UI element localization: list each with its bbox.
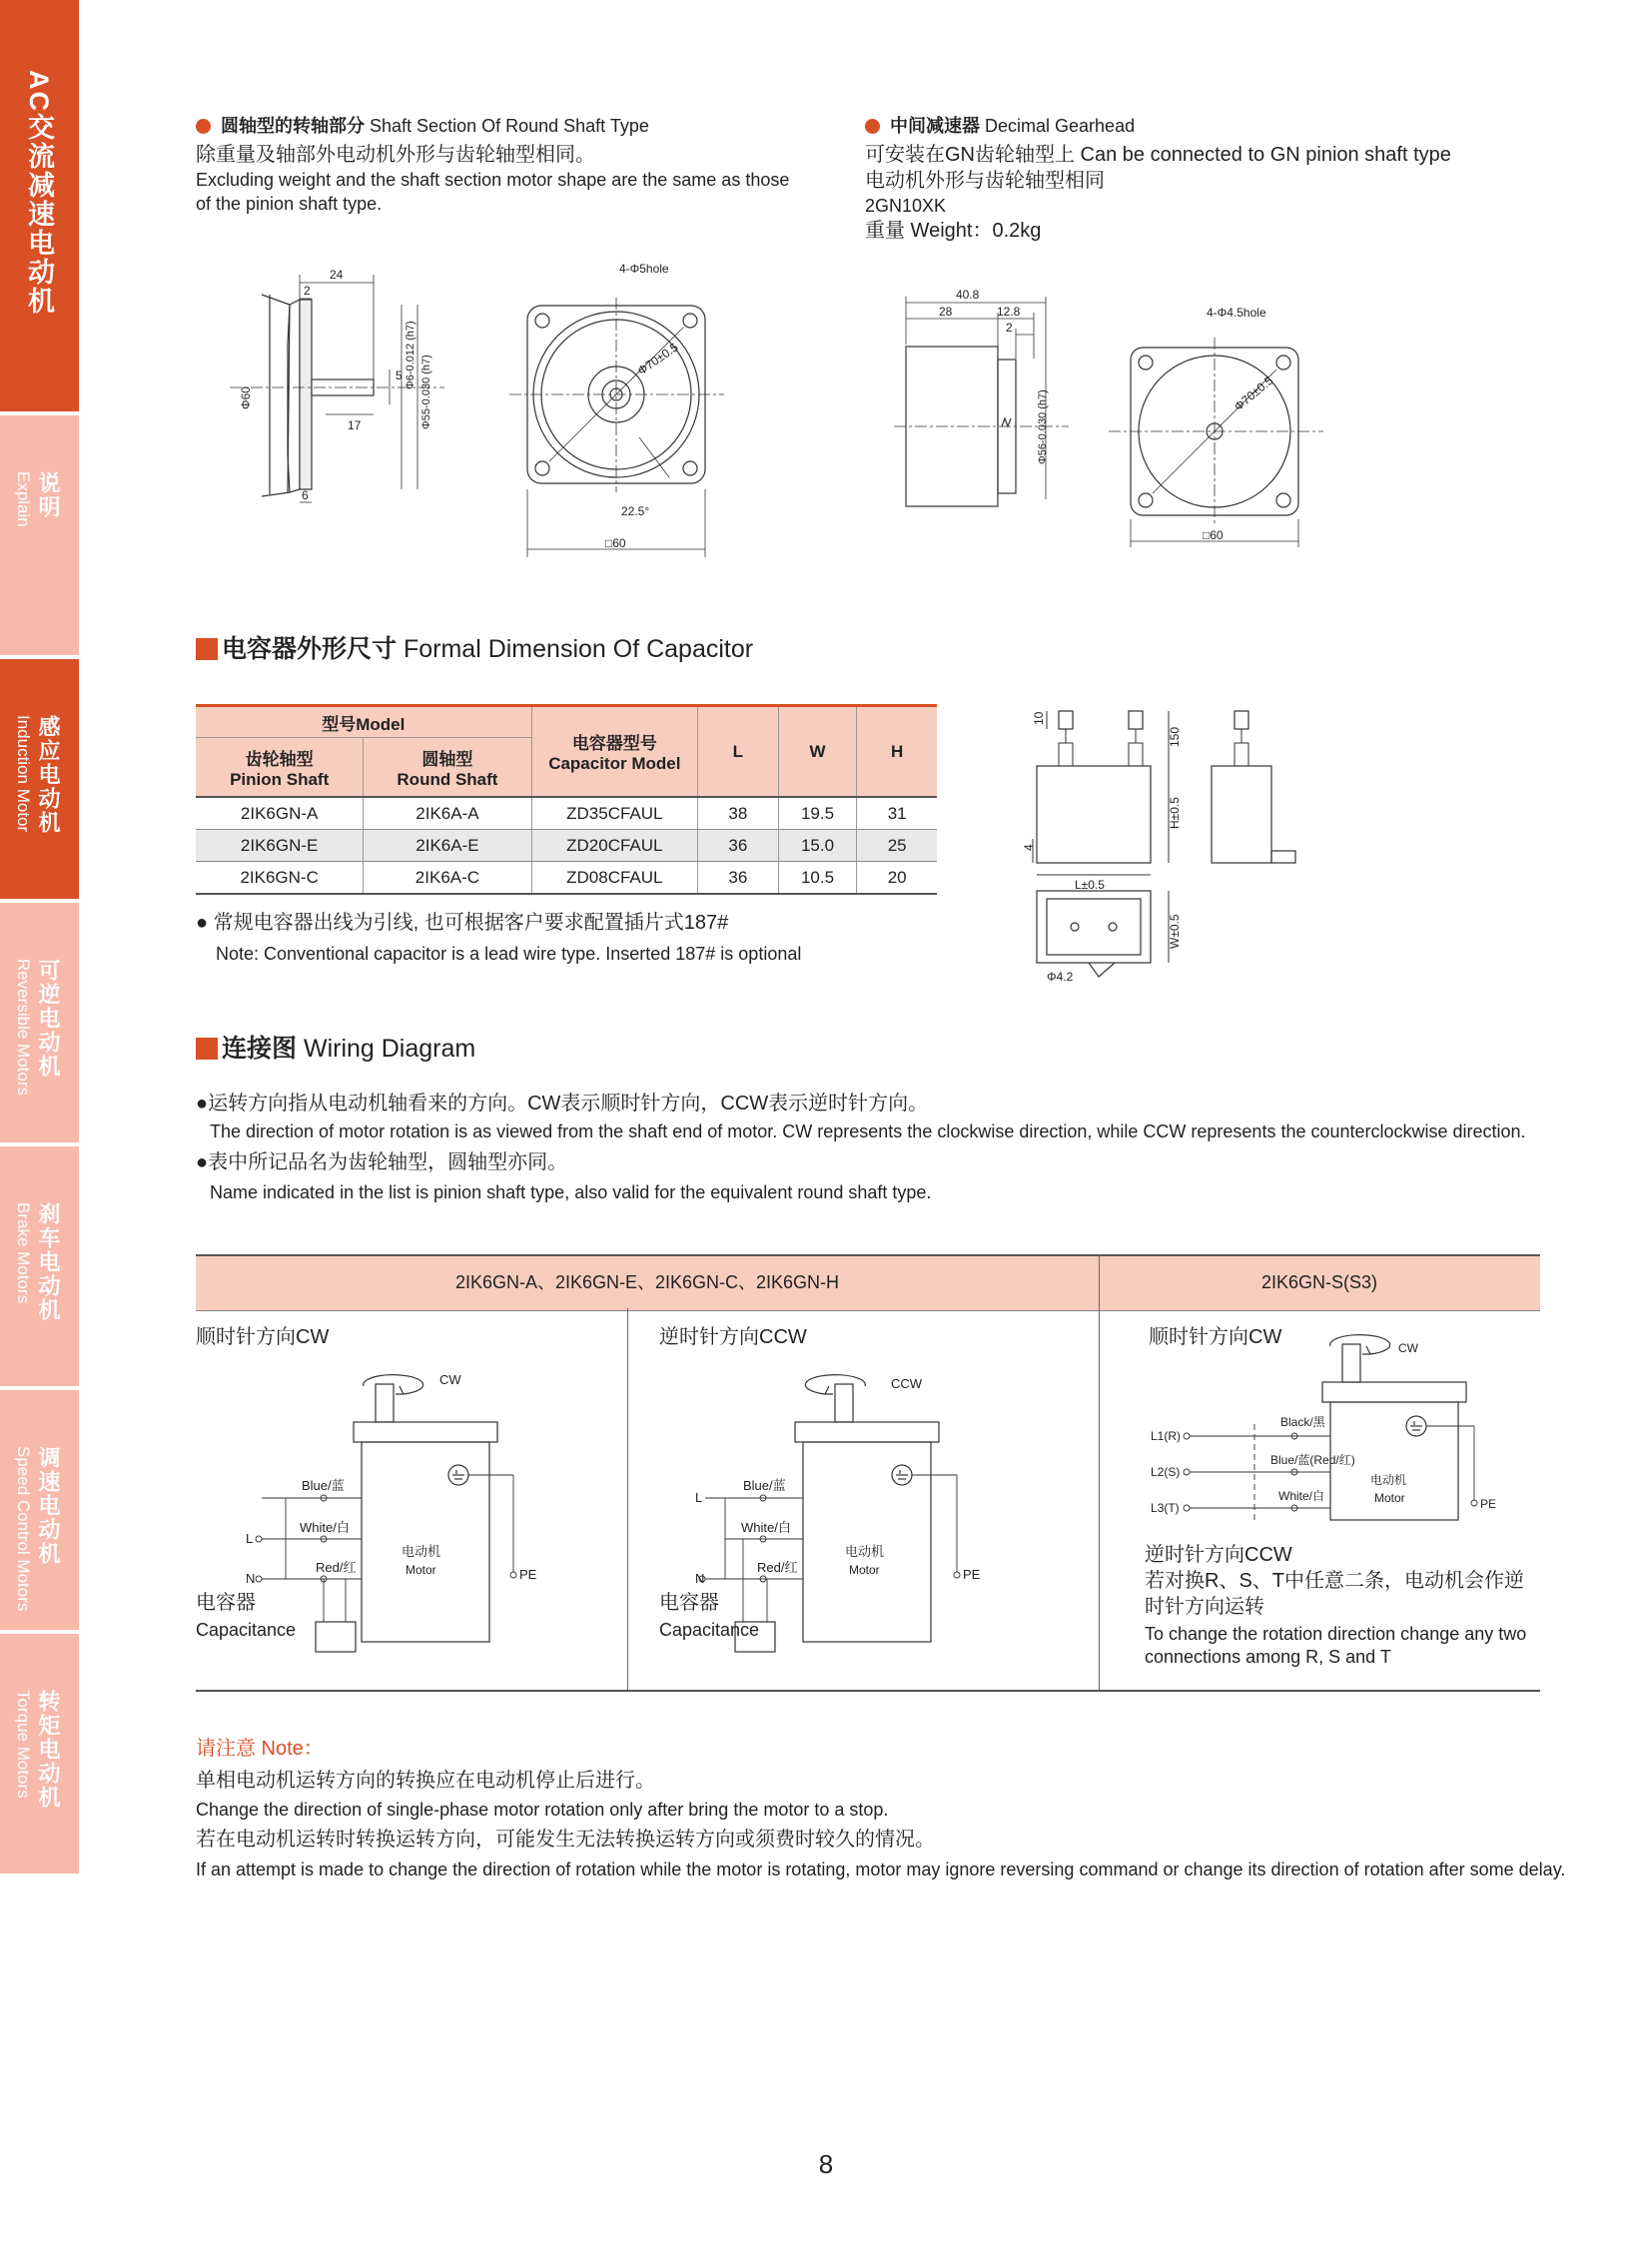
panel2-capacitor-en: Capacitance [659,1620,760,1640]
white-wire-label: White/白 [1278,1489,1325,1503]
col-capacitor-model [531,706,698,798]
white-wire-label: White/白 [300,1520,350,1535]
pe-label: PE [519,1567,537,1582]
table-row [196,797,937,830]
table-row [196,830,937,862]
sidebar-item-zh: 调速电动机 [36,1446,61,1566]
gearhead-line4: 重量 Weight：0.2kg [865,220,1042,242]
motor-en: Motor [1374,1491,1405,1505]
dim-pilot-56: Φ56-0.030 (h7) [1037,389,1049,464]
motor-en: Motor [849,1563,880,1577]
table-cell: 2IK6A-E [364,830,531,862]
wiring-title-zh: 连接图 [222,1035,298,1063]
line-N-label: N [246,1571,256,1586]
dim-2-gear: 2 [1006,321,1013,335]
dim-h: H±0.5 [1168,797,1182,829]
table-cell: 2IK6GN-C [196,862,364,895]
motor-zh: 电动机 [402,1544,441,1559]
wiring-bullet1-en: The direction of motor rotation is as viewed from the shaft end of motor. CW represents the clockwise direction, while CCW represents the counterclockwise direction. [210,1121,1526,1141]
cw-text: CW [1398,1341,1418,1355]
note-line2: Change the direction of single-phase motor rotation only after bring the motor to a stop. [196,1800,889,1820]
wiring-header-right: 2IK6GN-S(S3) [1260,1272,1378,1292]
round-shaft-line2: Excluding weight and the shaft section motor shape are the same as those [196,170,790,190]
panel2-capacitor-zh: 电容器 [659,1592,719,1614]
motor-zh: 电动机 [1370,1473,1407,1487]
table-cell: ZD20CFAUL [531,830,698,862]
wiring-divider [1099,1254,1100,1690]
sidebar [0,0,79,1872]
sidebar-item-zh: 可逆电动机 [36,959,61,1079]
col-pinion-zh: 齿轮轴型 [245,749,314,769]
wiring-bullet2-en: Name indicated in the list is pinion shaft type, also valid for the equivalent round shaft type. [210,1182,932,1202]
dim-sq60: □60 [605,536,626,550]
sidebar-item-zh: 刹车电动机 [36,1202,61,1322]
dim-2: 2 [304,284,311,298]
bullet-dot-icon [865,119,880,134]
pe-label: PE [963,1567,981,1582]
sidebar-item-en: Induction Motor [14,715,33,833]
col-pinion-en: Pinion Shaft [230,769,330,789]
table-cell: 36 [698,862,779,895]
wiring-table [196,1254,1540,1692]
line-L1-label: L1(R) [1151,1429,1182,1443]
table-cell: 2IK6GN-A [196,797,364,830]
capacitor-table [196,704,937,895]
red-wire-label: Red/红 [757,1560,798,1575]
sidebar-item-induction-motor[interactable] [0,659,79,899]
dim-hole: Φ4.2 [1047,970,1074,984]
table-cell: 15.0 [778,830,857,862]
sidebar-item-speed-control-motors[interactable] [0,1390,79,1630]
capacitor-title-en: Formal Dimension Of Capacitor [403,635,754,663]
sidebar-item-explain[interactable] [0,415,79,655]
panel2-ccw-label: 逆时针方向CCW [659,1326,807,1348]
page-number: 8 [818,2149,834,2179]
section-square-icon [196,638,218,660]
gearhead-heading [865,114,1135,138]
line-N-label: N [695,1571,705,1586]
capacitor-note-en: Note: Conventional capacitor is a lead wire type. Inserted 187# is optional [216,944,802,964]
panel3-note-zh2: 时针方向运转 [1145,1596,1264,1618]
note-line3: 若在电动机运转时转换运转方向，可能发生无法转换运转方向或须费时较久的情况。 [196,1829,935,1851]
wiring-section-title [196,1029,475,1065]
line-L2-label: L2(S) [1151,1465,1181,1479]
line-L3-label: L3(T) [1151,1501,1180,1515]
motor-zh: 电动机 [845,1544,885,1559]
gearhead-front-drawing [1109,302,1328,547]
table-cell: ZD08CFAUL [531,862,698,895]
dim-shaft: Φ6-0.012 (h7) [405,321,416,389]
dim-40-8: 40.8 [956,288,980,302]
line-L-label: L [246,1531,254,1546]
col-round-zh: 圆轴型 [421,749,473,769]
table-cell: 36 [698,830,779,862]
capacitor-note-zh: ● 常规电容器出线为引线, 也可根据客户要求配置插片式187# [196,912,729,934]
col-cap-zh: 电容器型号 [571,734,657,753]
dim-holes: 4-Φ5hole [619,262,669,276]
sidebar-item-en: Explain [14,471,33,527]
red-wire-label: Red/红 [316,1560,357,1575]
col-model: 型号Model [196,706,531,738]
dim-l: L±0.5 [1075,878,1105,892]
round-shaft-heading [196,114,649,138]
capacitor-section-title [196,629,753,665]
wiring-diagram-3phase [1145,1324,1534,1524]
note-title: 请注意 Note： [196,1738,324,1760]
panel3-ccw-title: 逆时针方向CCW [1145,1544,1292,1566]
dim-w: W±0.5 [1168,914,1182,949]
sidebar-item-brake-motors[interactable] [0,1146,79,1386]
wiring-bullet2-zh: ●表中所记品名为齿轮轴型，圆轴型亦同。 [196,1151,568,1173]
col-W: W [778,706,857,798]
table-cell: 19.5 [778,797,857,830]
dim-5: 5 [396,369,403,382]
sidebar-item-zh: 转矩电动机 [36,1690,61,1810]
table-cell: 2IK6A-A [364,797,531,830]
note-line4: If an attempt is made to change the direction of rotation while the motor is rotating, motor may ignore reversing command or change its direction of rotation after some delay. [196,1860,1566,1879]
dim-17: 17 [348,418,362,432]
panel3-cw-label: 顺时针方向CW [1149,1326,1282,1348]
table-cell: 10.5 [778,862,857,895]
capacitor-drawing [1022,699,1328,999]
ccw-text: CCW [891,1376,923,1391]
black-wire-label: Black/黑 [1280,1415,1325,1429]
dim-sq60-gear: □60 [1203,528,1224,542]
section-square-icon [196,1038,218,1060]
pe-label: PE [1480,1497,1497,1511]
sidebar-item-en: Speed Control Motors [14,1446,33,1612]
bullet-dot-icon [196,119,211,134]
round-shaft-line1: 除重量及轴部外电动机外形与齿轮轴型相同。 [196,144,595,166]
motor-en: Motor [406,1563,436,1577]
dim-holes-4-5: 4-Φ4.5hole [1207,306,1266,320]
gearhead-title-en: Decimal Gearhead [985,116,1136,136]
sidebar-main-tab[interactable] [0,0,79,411]
panel1-cw-label: 顺时针方向CW [196,1326,330,1348]
dim-pilot: Φ55-0.030 (h7) [420,355,432,429]
table-cell: 20 [857,862,937,895]
gearhead-line2: 电动机外形与齿轮轴型相同 [865,170,1105,192]
gearhead-line3: 2GN10XK [865,196,947,216]
panel3-note-en2: connections among R, S and T [1145,1647,1391,1667]
round-shaft-line3: of the pinion shaft type. [196,194,383,214]
dim-6: 6 [302,488,309,502]
round-shaft-front-drawing [509,258,729,557]
panel3-note-en1: To change the rotation direction change any two [1145,1624,1527,1644]
wiring-bullet1-zh: ●运转方向指从电动机轴看来的方向。CW表示顺时针方向，CCW表示逆时针方向。 [196,1093,929,1115]
sidebar-item-zh: 说明 [36,471,61,519]
col-L: L [698,706,779,798]
bluered-wire-label: Blue/蓝(Red/红) [1270,1453,1355,1467]
wiring-title-en: Wiring Diagram [303,1035,476,1063]
dim-28: 28 [939,305,953,319]
dim-pcd-gear: Φ70±0.5 [1231,373,1276,414]
col-H: H [857,706,937,798]
sidebar-item-torque-motors[interactable] [0,1634,79,1873]
gearhead-line1: 可安装在GN齿轮轴型上 Can be connected to GN pinion shaft type [865,144,1451,166]
sidebar-item-reversible-motors[interactable] [0,903,79,1142]
sidebar-main-label: AC交流减速电动机 [24,70,54,316]
wiring-divider [627,1308,628,1690]
col-round [364,738,531,798]
white-wire-label: White/白 [741,1520,791,1535]
panel1-capacitor-en: Capacitance [196,1620,297,1640]
col-pinion [196,738,364,798]
col-cap-en: Capacitor Model [548,754,681,773]
table-cell: 2IK6GN-E [196,830,364,862]
table-row [196,862,937,895]
cw-text: CW [439,1372,461,1387]
table-cell: 2IK6A-C [364,862,531,895]
dim-12-8: 12.8 [997,305,1021,319]
sidebar-item-zh: 感应电动机 [36,715,61,835]
dim-150: 150 [1168,726,1182,747]
table-cell: 31 [857,797,937,830]
dim-10: 10 [1032,711,1046,725]
sidebar-item-en: Brake Motors [14,1202,33,1304]
dim-dia60: Φ60 [239,386,253,409]
round-shaft-side-drawing [230,255,474,504]
panel1-capacitor-zh: 电容器 [196,1592,256,1614]
table-cell: 25 [857,830,937,862]
blue-wire-label: Blue/蓝 [302,1478,345,1493]
table-cell: 38 [698,797,779,830]
sidebar-item-en: Reversible Motors [14,959,33,1096]
wiring-header-left: 2IK6GN-A、2IK6GN-E、2IK6GN-C、2IK6GN-H [454,1272,840,1292]
dim-pcd: Φ70±0.5 [634,340,681,378]
dim-4: 4 [1022,844,1036,851]
dim-24: 24 [330,268,344,282]
blue-wire-label: Blue/蓝 [743,1478,786,1493]
panel3-note-zh1: 若对换R、S、T中任意二条，电动机会作逆 [1145,1570,1524,1592]
line-L-label: L [695,1490,703,1505]
note-line1: 单相电动机运转方向的转换应在电动机停止后进行。 [196,1770,655,1792]
sidebar-item-en: Torque Motors [14,1690,33,1799]
table-cell: ZD35CFAUL [531,797,698,830]
gearhead-side-drawing [894,285,1069,524]
dim-angle: 22.5° [621,504,650,518]
capacitor-title-zh: 电容器外形尺寸 [222,635,398,663]
col-round-en: Round Shaft [397,769,498,789]
round-shaft-title-en: Shaft Section Of Round Shaft Type [370,116,649,136]
gearhead-title-zh: 中间减速器 [890,116,980,136]
round-shaft-title-zh: 圆轴型的转轴部分 [221,116,365,136]
capacitor-note-zh-text: 常规电容器出线为引线, 也可根据客户要求配置插片式187# [213,912,729,934]
